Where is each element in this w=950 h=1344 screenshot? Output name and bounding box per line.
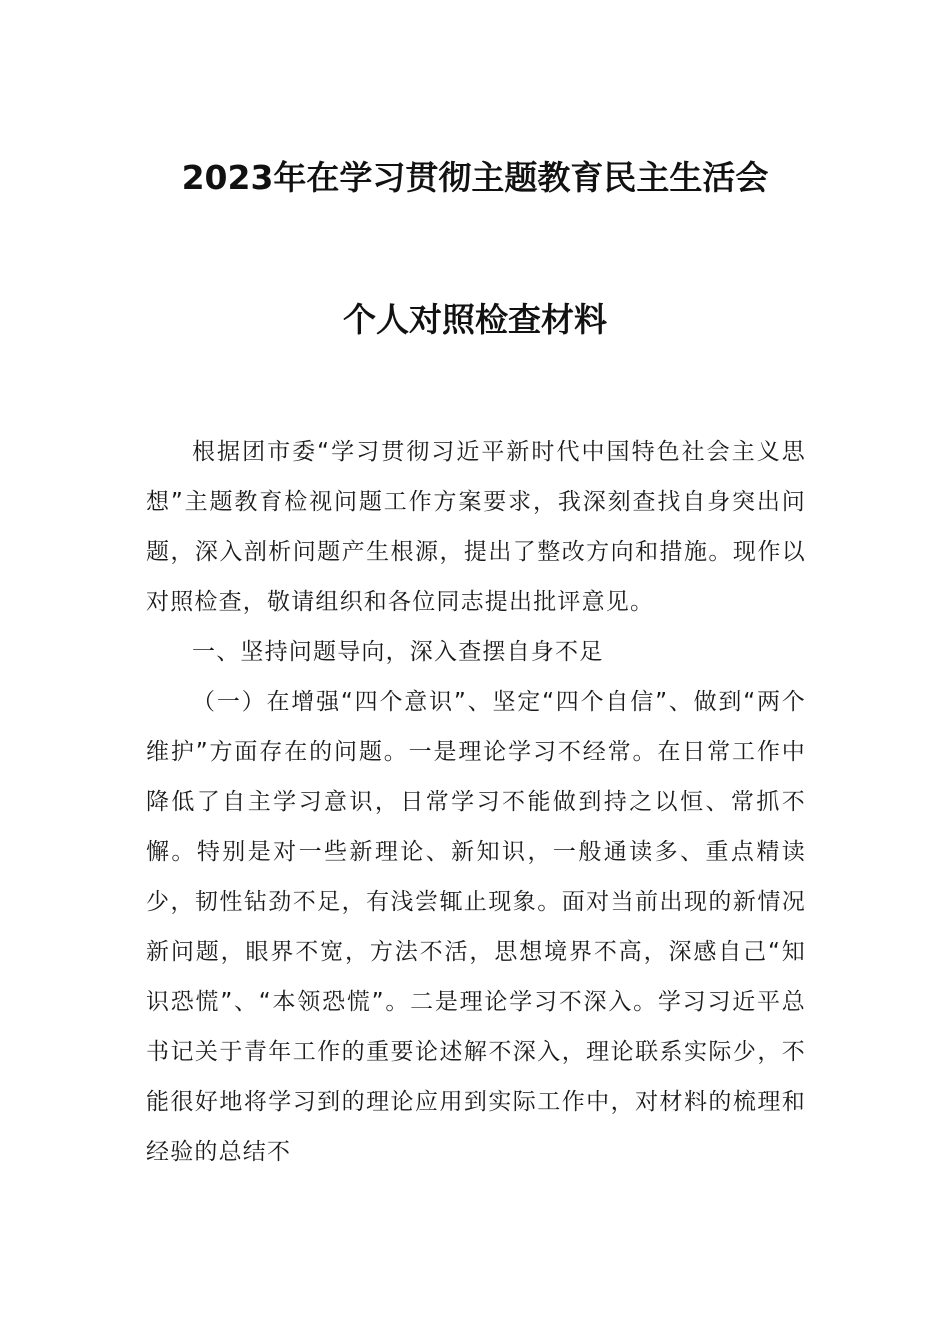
intro-paragraph: 根据团市委“学习贯彻习近平新时代中国特色社会主义思想”主题教育检视问题工作方案要求，我深刻查找自身突出问题，深入剖析问题产生根源，提出了整改方向和措施。现作以对照检查，敬请组织和各位同志提出批评意见。 — [146, 439, 806, 615]
document-title-line-2: 个人对照检查材料 — [343, 300, 607, 339]
document-body — [146, 427, 806, 1177]
subsection-paragraph: （一）在增强“四个意识”、坚定“四个自信”、做到“两个维护”方面存在的问题。一是理论学习不经常。在日常工作中降低了自主学习意识，日常学习不能做到持之以恒、常抓不懈。特别是对一些新理论、新知识，一般通读多、重点精读少，韧性钻劲不足，有浅尝辄止现象。面对当前出现的新情况新问题，眼界不宽，方法不活，思想境界不高，深感自己“知识恐慌”、“本领恐慌”。二是理论学习不深入。学习习近平总书记关于青年工作的重要论述解不深入，理论联系实际少，不能很好地将学习到的理论应用到实际工作中，对材料的梳理和经验的总结不 — [146, 689, 806, 1165]
document-title-line-1: 2023年在学习贯彻主题教育民主生活会 — [181, 158, 769, 197]
section-heading: 一、坚持问题导向，深入查摆自身不足 — [192, 639, 604, 665]
